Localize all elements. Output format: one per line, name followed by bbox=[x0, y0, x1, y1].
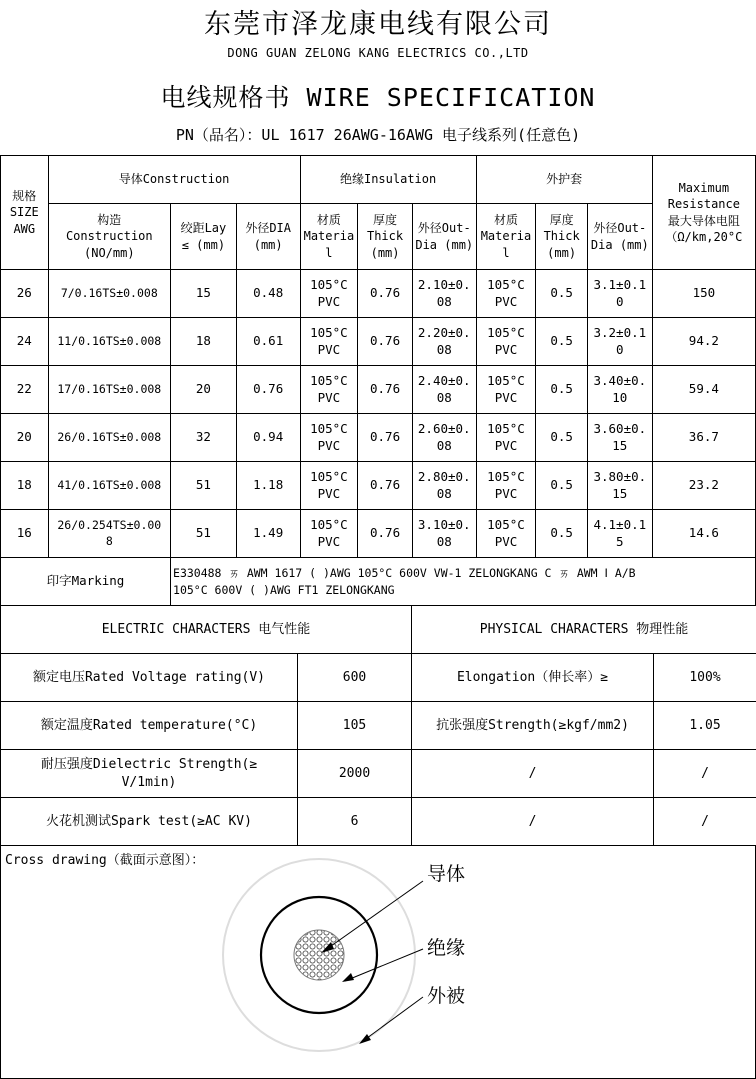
cell-awg: 18 bbox=[1, 462, 49, 510]
label-conductor: 导体 bbox=[427, 863, 466, 885]
characters-table bbox=[0, 605, 756, 846]
table-row bbox=[1, 702, 756, 750]
cell-jk-material: 105°C PVC bbox=[476, 510, 536, 558]
product-name: PN（品名）：UL 1617 26AWG-16AWG 电子线系列(任意色) bbox=[175, 126, 581, 144]
cell-awg: 26 bbox=[1, 270, 49, 318]
header-ins-thick: 厚度 Thick (mm) bbox=[358, 204, 413, 270]
electric-value: 2000 bbox=[298, 750, 412, 798]
cell-ins-od: 2.10±0. 08 bbox=[412, 270, 476, 318]
electric-characters-header: ELECTRIC CHARACTERS 电气性能 bbox=[1, 606, 412, 654]
cell-lay: 51 bbox=[171, 510, 237, 558]
conductor-leader bbox=[324, 881, 423, 951]
cell-jk-material: 105°C PVC bbox=[476, 366, 536, 414]
cell-awg: 24 bbox=[1, 318, 49, 366]
cell-jk-od: 4.1±0.1 5 bbox=[587, 510, 652, 558]
cell-ins-thick: 0.76 bbox=[358, 318, 413, 366]
physical-label: 抗张强度Strength(≥kgf/mm2) bbox=[412, 702, 654, 750]
table-row bbox=[1, 414, 756, 462]
insulation-arrow bbox=[342, 973, 354, 982]
physical-label: / bbox=[412, 750, 654, 798]
marking-label: 印字Marking bbox=[1, 558, 171, 606]
cell-ins-material: 105°C PVC bbox=[300, 510, 358, 558]
physical-label: / bbox=[412, 798, 654, 846]
cell-jk-thick: 0.5 bbox=[536, 318, 588, 366]
company-name-cn: 东莞市泽龙康电线有限公司 bbox=[204, 9, 552, 40]
cell-construction: 11/0.16TS±0.008 bbox=[48, 318, 170, 366]
cell-jk-material: 105°C PVC bbox=[476, 270, 536, 318]
cell-awg: 22 bbox=[1, 366, 49, 414]
table-row bbox=[1, 798, 756, 846]
header-jk-od: 外径Out- Dia (mm) bbox=[587, 204, 652, 270]
cell-ins-thick: 0.76 bbox=[358, 366, 413, 414]
table-row bbox=[1, 366, 756, 414]
jacket-arrow bbox=[359, 1034, 371, 1044]
header-construction: 构造 Construction (NO/mm) bbox=[48, 204, 170, 270]
cell-awg: 16 bbox=[1, 510, 49, 558]
electric-value: 600 bbox=[298, 654, 412, 702]
cell-jk-material: 105°C PVC bbox=[476, 462, 536, 510]
cell-ins-od: 2.40±0. 08 bbox=[412, 366, 476, 414]
header-ins-material: 材质 Materia l bbox=[300, 204, 358, 270]
cell-dia: 0.94 bbox=[236, 414, 300, 462]
cell-resistance: 150 bbox=[652, 270, 755, 318]
electric-label: 额定电压Rated Voltage rating(V) bbox=[1, 654, 298, 702]
cell-jk-od: 3.2±0.1 0 bbox=[587, 318, 652, 366]
cell-ins-od: 2.60±0. 08 bbox=[412, 414, 476, 462]
cell-dia: 0.48 bbox=[236, 270, 300, 318]
cell-jk-od: 3.60±0. 15 bbox=[587, 414, 652, 462]
cell-ins-thick: 0.76 bbox=[358, 462, 413, 510]
header-conductor-group: 导体Construction bbox=[48, 156, 300, 204]
cell-jk-od: 3.40±0. 10 bbox=[587, 366, 652, 414]
cell-lay: 51 bbox=[171, 462, 237, 510]
cell-ins-material: 105°C PVC bbox=[300, 462, 358, 510]
cell-construction: 17/0.16TS±0.008 bbox=[48, 366, 170, 414]
table-row bbox=[1, 462, 756, 510]
cell-ins-material: 105°C PVC bbox=[300, 270, 358, 318]
company-name-en: DONG GUAN ZELONG KANG ELECTRICS CO.,LTD bbox=[227, 46, 529, 60]
cell-lay: 32 bbox=[171, 414, 237, 462]
electric-label: 额定温度Rated temperature(°C) bbox=[1, 702, 298, 750]
cell-dia: 1.18 bbox=[236, 462, 300, 510]
table-row bbox=[1, 510, 756, 558]
cell-ins-thick: 0.76 bbox=[358, 510, 413, 558]
cell-dia: 0.76 bbox=[236, 366, 300, 414]
conductor-core bbox=[294, 930, 344, 980]
cell-construction: 41/0.16TS±0.008 bbox=[48, 462, 170, 510]
marking-row bbox=[1, 558, 756, 606]
header-jk-material: 材质 Materia l bbox=[476, 204, 536, 270]
cell-ins-od: 3.10±0. 08 bbox=[412, 510, 476, 558]
table-row bbox=[1, 750, 756, 798]
electric-value: 6 bbox=[298, 798, 412, 846]
header-lay: 绞距Lay ≤ (mm) bbox=[171, 204, 237, 270]
table-row bbox=[1, 654, 756, 702]
physical-value: 1.05 bbox=[654, 702, 756, 750]
cell-ins-thick: 0.76 bbox=[358, 270, 413, 318]
table-row bbox=[1, 270, 756, 318]
header-awg: 规格 SIZE AWG bbox=[1, 156, 49, 270]
label-jacket: 外被 bbox=[427, 985, 466, 1007]
cell-jk-od: 3.80±0. 15 bbox=[587, 462, 652, 510]
cell-awg: 20 bbox=[1, 414, 49, 462]
cell-ins-od: 2.20±0. 08 bbox=[412, 318, 476, 366]
cell-resistance: 36.7 bbox=[652, 414, 755, 462]
cell-jk-thick: 0.5 bbox=[536, 270, 588, 318]
header-jacket-group: 外护套 bbox=[476, 156, 652, 204]
table-row bbox=[1, 318, 756, 366]
cell-lay: 18 bbox=[171, 318, 237, 366]
cell-ins-material: 105°C PVC bbox=[300, 414, 358, 462]
cell-jk-thick: 0.5 bbox=[536, 462, 588, 510]
cell-jk-od: 3.1±0.1 0 bbox=[587, 270, 652, 318]
electric-label: 火花机测试Spark test(≥AC KV) bbox=[1, 798, 298, 846]
header-max-resistance: Maximum Resistance 最大导体电阻 （Ω/km,20°C bbox=[652, 156, 755, 270]
cell-jk-thick: 0.5 bbox=[536, 414, 588, 462]
electric-value: 105 bbox=[298, 702, 412, 750]
cell-jk-material: 105°C PVC bbox=[476, 318, 536, 366]
physical-value: 100% bbox=[654, 654, 756, 702]
cell-lay: 20 bbox=[171, 366, 237, 414]
header-insulation-group: 绝缘Insulation bbox=[300, 156, 476, 204]
cell-ins-material: 105°C PVC bbox=[300, 318, 358, 366]
cell-construction: 26/0.16TS±0.008 bbox=[48, 414, 170, 462]
cell-lay: 15 bbox=[171, 270, 237, 318]
header-jk-thick: 厚度 Thick (mm) bbox=[536, 204, 588, 270]
cell-jk-material: 105°C PVC bbox=[476, 414, 536, 462]
marking-text: E330488 ㄞ AWM 1617 ( )AWG 105°C 600V VW-1 ZELONGKANG C ㄞ AWM Ⅰ A/B 105°C 600V ( )AWG FT1 ZELONGKANG bbox=[171, 558, 756, 606]
cell-construction: 7/0.16TS±0.008 bbox=[48, 270, 170, 318]
cell-ins-thick: 0.76 bbox=[358, 414, 413, 462]
cell-resistance: 14.6 bbox=[652, 510, 755, 558]
cell-dia: 0.61 bbox=[236, 318, 300, 366]
physical-value: / bbox=[654, 750, 756, 798]
physical-label: Elongation（伸长率）≥ bbox=[412, 654, 654, 702]
header-ins-od: 外径Out- Dia (mm) bbox=[412, 204, 476, 270]
cross-section-diagram bbox=[1, 845, 756, 1079]
label-insulation: 绝缘 bbox=[427, 937, 466, 959]
cell-dia: 1.49 bbox=[236, 510, 300, 558]
cell-ins-od: 2.80±0. 08 bbox=[412, 462, 476, 510]
document-title: 电线规格书 WIRE SPECIFICATION bbox=[160, 83, 596, 112]
cross-drawing-title: Cross drawing（截面示意图）： bbox=[5, 853, 205, 868]
physical-value: / bbox=[654, 798, 756, 846]
cell-resistance: 59.4 bbox=[652, 366, 755, 414]
spec-table bbox=[0, 155, 756, 606]
insulation-leader bbox=[345, 949, 423, 981]
header-dia: 外径DIA (mm) bbox=[236, 204, 300, 270]
cell-resistance: 94.2 bbox=[652, 318, 755, 366]
cell-jk-thick: 0.5 bbox=[536, 510, 588, 558]
physical-characters-header: PHYSICAL CHARACTERS 物理性能 bbox=[412, 606, 756, 654]
cell-ins-material: 105°C PVC bbox=[300, 366, 358, 414]
cell-construction: 26/0.254TS±0.00 8 bbox=[48, 510, 170, 558]
jacket-leader bbox=[363, 997, 423, 1041]
electric-label: 耐压强度Dielectric Strength(≥ V/1min) bbox=[1, 750, 298, 798]
cell-jk-thick: 0.5 bbox=[536, 366, 588, 414]
cross-drawing-section bbox=[0, 845, 756, 1079]
cell-resistance: 23.2 bbox=[652, 462, 755, 510]
